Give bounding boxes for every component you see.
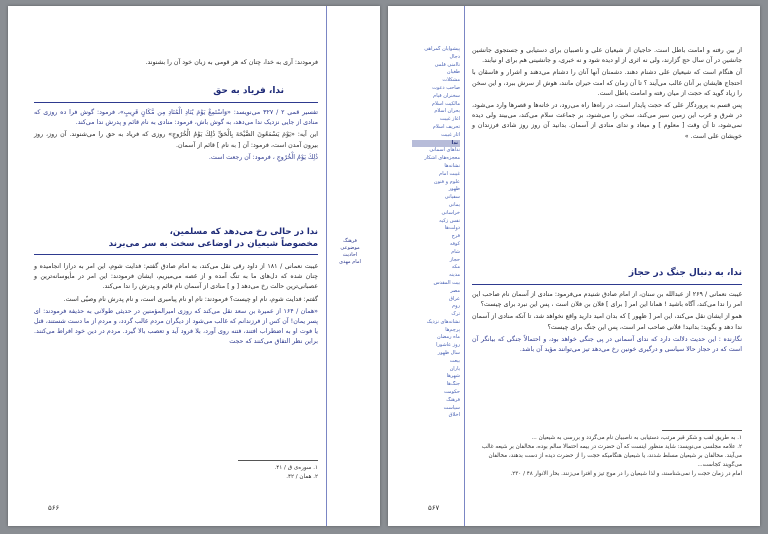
paragraph: این آیه: «يَوْمَ يَسْمَعُونَ الصَّيْحَةَ بِالْحَقِّ ذَٰلِكَ يَوْمُ الْخُرُوجِ» روزی که فریاد به حق را می‌شنوند. آن روز، روز بیرون آمدن است، فرمود: آن [ به نام ] قائم از آسمان. xyxy=(34,131,318,149)
side-index-item[interactable]: سیاست xyxy=(443,404,460,411)
heading-rule xyxy=(472,284,742,285)
footnote: ۲. علامه مجلسی می‌نویسد: شاید منظور اینست که آن حضرت در بیمه احتمالا سالم بوده، مخالفان بر شیعه غالب می‌آیند. مخالفان بر شیعیان مسلط شدند، یا شیعیان هنگامیکه حجت را از حضرت دیده از دست بدهند، مخالفان می‌گویند کجاست... xyxy=(481,444,742,468)
side-index-item[interactable]: سفیانی xyxy=(444,194,460,201)
paragraph: همو از ایشان نقل می‌کند، این امر [ ظهور ] که بدان امید دارید واقع نخواهد شد، تا آنکه منادی از آسمان ندا دهد و بگوید: بدانید! فلانی صاحب امر است، پس این جنگ برای چیست؟ xyxy=(472,313,742,331)
heading-line: مخصوصاً شیعیان در اوضاعی سخت به سر می‌برند xyxy=(108,239,318,249)
side-index-item[interactable]: بحران اسلام xyxy=(434,108,460,115)
section2-text xyxy=(34,262,318,350)
side-index-item[interactable]: نشانه‌ها xyxy=(444,162,460,169)
side-index-item[interactable]: آثار غیبت xyxy=(441,131,460,138)
paragraph: تفسیر قمی ۲ / ۳۲۷ می‌نویسد: «وَاسْتَمِعْ يَوْمَ يُنَادِ الْمُنَادِ مِن مَّكَانٍ قَرِيبٍ»، فرمود: گوش فرا ده روزی که منادی از جایی نزدیک ندا می‌دهد، به گوش باش، فرمود: منادی به نام قائم و پدرش ندا می‌کند. xyxy=(34,109,318,127)
page-number: ۵۶۶ xyxy=(48,504,60,512)
heading-rule xyxy=(34,102,318,103)
side-tab-line: موضوعی xyxy=(340,245,360,251)
side-index-item[interactable]: اخلاق xyxy=(448,412,460,419)
paragraph: «همان / ۱۶۴ از عمیرة بن سعد نقل می‌کند که روزی امیرالمؤمنین در حدیثی طولانی به حذیفة فرمودند: ای پسر یمان! آن کس از فرزندانم که غالب می‌شود از دیگران مردم غالب گردد، و مردم از ما دست شستند، قتل یا فوت او به اضطراب افتند، فتنه روی آورد، بلا فرود آید و تعصب بالا گیرد. مردم در دین خود افراط می‌کنند. براین نظر التفاق می‌کنند که حجت xyxy=(34,307,319,346)
side-index-item[interactable]: سال ظهور xyxy=(437,350,460,357)
paragraph: گفتم: فدایت شوم، نام او چیست؟ فرمودند: نام او نام پیامبری است، و نام پدرش نام وصیّی است. xyxy=(63,295,318,303)
side-index-item[interactable]: مصر xyxy=(450,287,460,294)
side-index-item[interactable]: ماه رمضان xyxy=(436,334,460,341)
side-index-item[interactable]: مالکیت اسلام xyxy=(431,100,460,107)
side-index-item[interactable]: مشکلات xyxy=(442,77,460,84)
paragraph: فرمودند: آری به خدا، چنان که هر قومی به زبان خود آن را بشنوند. xyxy=(145,59,318,66)
side-index-item[interactable]: عراق xyxy=(448,295,460,302)
side-index-item[interactable]: صاحب دعوت xyxy=(432,84,460,91)
footnote: ۱. سوره‌ی ق / ۴۱. xyxy=(274,465,318,471)
right-page xyxy=(388,6,760,526)
side-index-item[interactable]: حکومت xyxy=(443,389,460,396)
side-index-item[interactable]: جنگ‌ها xyxy=(446,381,460,388)
footnote: ۱. به طریق لقب و شکر قبر مرتب، دستیابی به ناصبیان نام می‌گردد و بررسی به شیعیان ... xyxy=(531,435,742,441)
side-index-item[interactable]: علوم و فنون xyxy=(433,178,460,185)
page-number: ۵۶۷ xyxy=(428,504,440,512)
footnotes xyxy=(472,434,742,479)
side-index-item[interactable]: نفس زکیه xyxy=(439,217,460,224)
side-index-item[interactable]: نداهای آسمانی xyxy=(429,147,460,154)
side-index-item[interactable]: خراسانی xyxy=(441,209,460,216)
side-index-item[interactable]: شهرها xyxy=(446,373,460,380)
side-tab xyxy=(330,238,370,266)
side-tab-line: فرهنگ xyxy=(343,238,357,244)
top-text xyxy=(34,58,318,70)
footnotes xyxy=(34,464,318,482)
paragraph: غیبت نعمانی / ۲۶۹ از عبدالله بن سنان، از امام صادق شنیدم می‌فرمود: منادی از آسمان نام صاحب این امر را ندا می‌کند، آگاه باشید ! همانا این امر [ برای ] فلان بن فلان است ، پس این نبرد برای چیست؟ xyxy=(472,291,742,309)
side-index-item[interactable]: دولت‌ها xyxy=(444,225,460,232)
paragraph: پس قسم به پروردگار علی که حجت پایدار است، در راه‌ها راه می‌رود، در خانه‌ها و قصرها وارد می‌شود، در شرق و غرب این زمین سیر می‌کند، سخن را می‌شنود، بر جماعت سلام می‌کند، می‌بیند ولی دیده نمی‌شود، تا آن وقت [ معلوم ] و میعاد و ندای منادی از آسمان. بدانید آن روز روز شادی فرزندان و خویشان علی است. » xyxy=(472,102,742,140)
side-index-item[interactable]: بیعت xyxy=(449,357,460,364)
heading-rule xyxy=(34,254,318,255)
side-tab-line: احادیث xyxy=(342,252,358,258)
section-text xyxy=(472,290,742,357)
side-index-item[interactable]: فرج xyxy=(451,233,460,240)
side-index-item[interactable]: سخنران قیام xyxy=(433,92,460,99)
side-index-item[interactable]: بیت المقدس xyxy=(433,279,460,286)
paragraph: غیبت نعمانی / ۱۸۱ از داود رقی نقل می‌کند، به امام صادق گفتم: فدایت شوم، این امر به درازا انجامیده و چنان شده که دل‌های ما به تنگ آمده و از غصه می‌میریم، ایشان فرمودند: این امر در مأیوسانه‌ترین و عصبانی‌ترین حالت رخ می‌دهد [ و ] منادی از آسمان نام قائم و پدرش را ندا می‌کند. xyxy=(34,263,318,291)
margin-line xyxy=(326,6,327,526)
left-page xyxy=(8,6,380,526)
side-index-item[interactable]: پیشوایان گمراهی xyxy=(424,46,460,52)
side-index-item[interactable]: ناامنی قلمی xyxy=(434,61,460,68)
side-index-item[interactable]: کوفه xyxy=(449,240,460,247)
heading-line: ندا در حالی رخ می‌دهد که مسلمین، xyxy=(169,227,318,237)
side-index-item[interactable]: ظهور xyxy=(448,186,460,193)
paragraph: آن هنگام است که شیعیان علی دشنام دهند. دشمنان آنها آنان را دشنام می‌دهند و اشرار و فاسقان با احتجاج هایشان بر آنان غالب می‌آیند ؟ تا آن زمان که امت حیران مانند، هوش از سرش ببرد، و این سخن را زیاد گوید که حجت از میان رفته و امامت باطل است. xyxy=(472,69,742,97)
side-index-item[interactable]: یمانی xyxy=(448,201,460,208)
side-index-item[interactable]: ترک xyxy=(451,311,460,318)
side-tab-line: امام مهدی xyxy=(339,259,361,265)
side-index-item[interactable]: آغاز غیبت xyxy=(439,116,460,123)
side-index-item[interactable]: پرچم‌ها xyxy=(445,326,460,333)
side-index xyxy=(412,46,460,420)
footnote: امام در زمان حجت را نمی‌شناسند، و لذا شیعیان را در موج تیز و افترا می‌زنند. بحار الانوار ۴۸ / ۲۳۰. xyxy=(510,471,742,477)
footnote: ۲. همان / ۴۲. xyxy=(286,474,318,480)
side-index-item[interactable]: تحریف اسلام xyxy=(432,123,460,130)
side-index-item[interactable]: معجزه‌های آشکار xyxy=(424,155,460,162)
side-index-item[interactable]: مکه xyxy=(451,264,460,271)
side-index-item[interactable]: غیبت امام xyxy=(439,170,460,177)
side-index-item[interactable]: ندا xyxy=(412,140,460,148)
section-heading: ندا، به دنبال جنگ در حجاز xyxy=(628,268,742,278)
side-index-item[interactable]: شام xyxy=(451,248,460,255)
margin-line xyxy=(464,6,465,526)
section-heading-2 xyxy=(34,226,318,250)
paragraph: از بین رفته و امامت باطل است. حاجیان از شیعیان علی و ناصبیان برای دستیابی و جستجوی جانشین جانشین در آن سال حج گزارند، ولی نه اثری از او دیده شود و نه خبری، و جانشینی هم برای او نیابند. xyxy=(472,47,742,65)
top-text xyxy=(472,46,742,144)
footnote-rule xyxy=(238,460,318,461)
side-index-item[interactable]: روم xyxy=(452,303,460,310)
section-heading: ندا، فریاد به حق xyxy=(213,86,284,96)
side-index-item[interactable]: یاران xyxy=(449,365,460,372)
section1-text xyxy=(34,108,318,165)
side-index-item[interactable]: دجال xyxy=(449,53,460,60)
side-index-item[interactable]: نشانه‌های نزدیک xyxy=(426,318,460,325)
side-index-item[interactable]: فرهنگ xyxy=(446,396,460,403)
footnote-rule xyxy=(662,430,742,431)
paragraph: نگارنده : این حدیث دلالت دارد که ندای آسمانی در پی جنگی خواهد بود، و احتمالاً جنگی که بیانگر آن است که در حجاز حالا سیاسی و درگیری خونین رخ می‌دهد تیز می‌توانند مؤید آن باشد. xyxy=(472,335,742,354)
side-index-item[interactable]: حجاز xyxy=(449,256,460,263)
side-index-item[interactable]: طغیان xyxy=(446,69,460,76)
side-index-item[interactable]: مدینه xyxy=(449,272,460,279)
side-index-item[interactable]: روز عاشورا xyxy=(436,342,460,349)
paragraph: ذَٰلِكَ يَوْمُ الْخُرُوجِ ، فرمود: آن رجعت است. xyxy=(208,153,318,161)
